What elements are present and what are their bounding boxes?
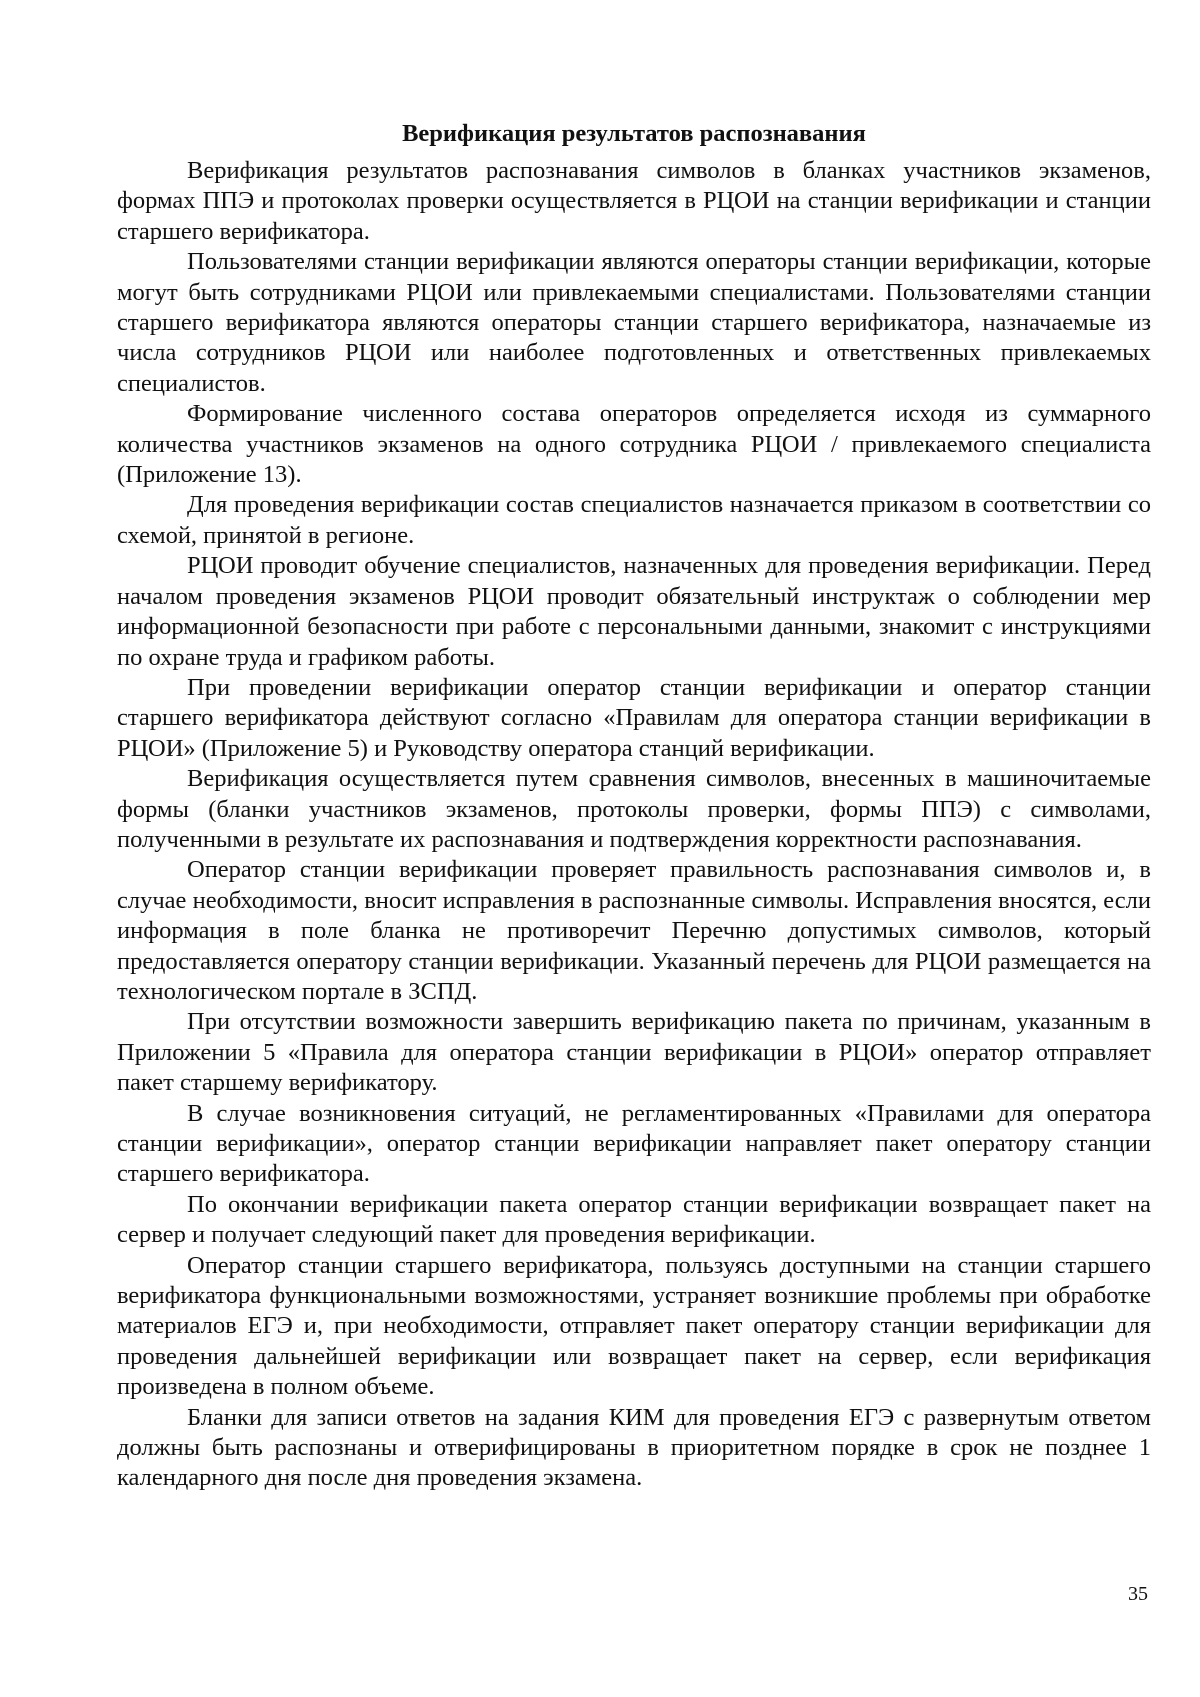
paragraph: Верификация результатов распознавания символов в бланках участников экзаменов, формах ППЭ и протоколах проверки осуществляется в РЦОИ на станции верификации и станции старшего верификатора. [117, 157, 1151, 245]
paragraph: В случае возникновения ситуаций, не регламентированных «Правилами для оператора станции верификации», оператор станции верификации направляет пакет оператору станции старшего верификатора. [117, 1099, 1151, 1188]
paragraph: Формирование численного состава операторов определяется исходя из суммарного количества участников экзаменов на одного сотрудника РЦОИ / привлекаемого специалиста (Приложение 13). [117, 400, 1151, 489]
paragraph: Верификация осуществляется путем сравнения символов, внесенных в машиночитаемые формы (бланки участников экзаменов, протоколы проверки, формы ППЭ) с символами, полученными в результате их распознавания и подтверждения корректности распознавания. [117, 765, 1151, 853]
paragraph: РЦОИ проводит обучение специалистов, назначенных для проведения верификации. Перед началом проведения экзаменов РЦОИ проводит обязательный инструктаж о соблюдении мер информационной безопасности при работе с персональными данными, знакомит с инструкциями по охране труда и графиком работы. [117, 552, 1151, 671]
paragraph: Пользователями станции верификации являются операторы станции верификации, которые могут быть сотрудниками РЦОИ или привлекаемыми специалистами. Пользователями станции старшего верификатора являются операторы станции старшего верификатора, назначаемые из числа сотрудников РЦОИ или наиболее подготовленных и ответственных привлекаемых специалистов. [117, 248, 1151, 397]
paragraph: Для проведения верификации состав специалистов назначается приказом в соответствии со схемой, принятой в регионе. [117, 491, 1151, 549]
paragraph: Оператор станции старшего верификатора, пользуясь доступными на станции старшего верификатора функциональными возможностями, устраняет возникшие проблемы при обработке материалов ЕГЭ и, при необходимости, отправляет пакет оператору станции верификации для проведения дальнейшей верификации или возвращает пакет на сервер, если верификация произведена в полном объеме. [117, 1251, 1151, 1401]
page-title: Верификация результатов распознавания [402, 120, 866, 147]
paragraph: Бланки для записи ответов на задания КИМ для проведения ЕГЭ с развернутым ответом должны быть распознаны и отверифицированы в приоритетном порядке в срок не позднее 1 календарного дня после дня проведения экзамена. [117, 1403, 1151, 1492]
paragraph: Оператор станции верификации проверяет правильность распознавания символов и, в случае необходимости, вносит исправления в распознанные символы. Исправления вносятся, если информация в поле бланка не противоречит Перечню допустимых символов, который предоставляется оператору станции верификации. Указанный перечень для РЦОИ размещается на технологическом портале в ЗСПД. [117, 856, 1151, 1005]
paragraph: При отсутствии возможности завершить верификацию пакета по причинам, указанным в Приложении 5 «Правила для оператора станции верификации в РЦОИ» оператор отправляет пакет старшему верификатору. [117, 1008, 1151, 1097]
page-number: 35 [1128, 1583, 1148, 1605]
page-content [117, 118, 1151, 1494]
paragraph: По окончании верификации пакета оператор станции верификации возвращает пакет на сервер и получает следующий пакет для проведения верификации. [117, 1190, 1151, 1249]
paragraph: При проведении верификации оператор станции верификации и оператор станции старшего верификатора действуют согласно «Правилам для оператора станции верификации в РЦОИ» (Приложение 5) и Руководству оператора станций верификации. [117, 673, 1151, 762]
